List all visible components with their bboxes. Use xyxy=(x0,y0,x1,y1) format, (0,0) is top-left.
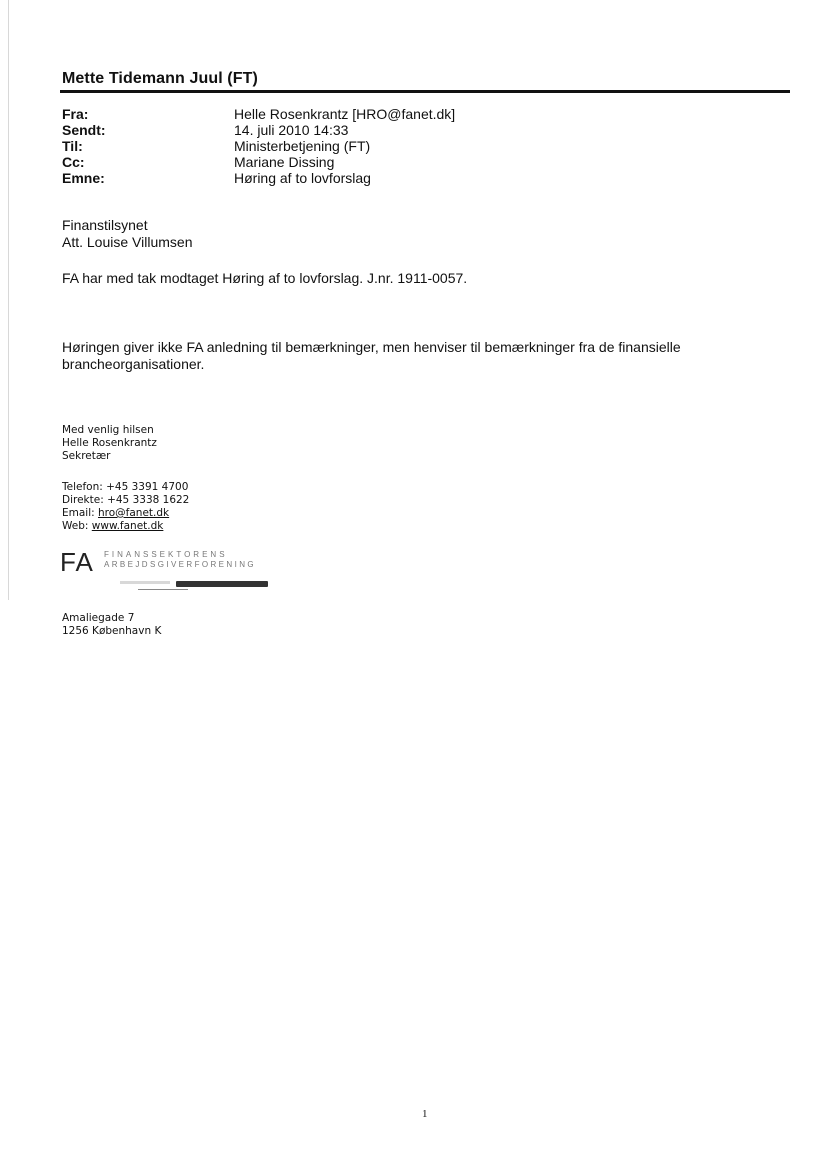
header-label: Cc: xyxy=(62,154,85,170)
header-row-cc xyxy=(62,154,455,170)
title-divider xyxy=(60,90,790,93)
address-block xyxy=(62,612,161,638)
contact-email-row xyxy=(62,507,189,520)
recipient-block xyxy=(62,217,192,251)
logo-underline xyxy=(138,589,188,590)
fa-logo xyxy=(60,548,290,598)
header-value: Helle Rosenkrantz [HRO@fanet.dk] xyxy=(234,106,456,122)
header-row-sent xyxy=(62,122,455,138)
logo-text-line1: FINANSSEKTORENS xyxy=(104,550,228,559)
page-title: Mette Tidemann Juul (FT) xyxy=(62,70,258,87)
email-link[interactable]: hro@fanet.dk xyxy=(98,507,170,519)
logo-faint-stripe xyxy=(120,581,170,584)
header-value: 14. juli 2010 14:33 xyxy=(234,122,349,138)
header-label: Sendt: xyxy=(62,122,106,138)
header-label: Fra: xyxy=(62,106,89,122)
header-value: Ministerbetjening (FT) xyxy=(234,138,371,154)
body-paragraph-2: Høringen giver ikke FA anledning til bemærkninger, men henviser til bemærkninger fra de finansielle brancheorganisationer. xyxy=(62,339,681,372)
contact-direct: Direkte: +45 3338 1622 xyxy=(62,494,190,506)
signature-name: Helle Rosenkrantz xyxy=(62,437,157,449)
header-value: Høring af to lovforslag xyxy=(234,170,371,186)
header-label: Emne: xyxy=(62,170,105,186)
recipient-attention: Att. Louise Villumsen xyxy=(62,234,193,250)
header-value: Mariane Dissing xyxy=(234,154,335,170)
header-label: Til: xyxy=(62,138,83,154)
address-street: Amaliegade 7 xyxy=(62,612,135,624)
address-city: 1256 København K xyxy=(62,625,162,637)
header-row-subject xyxy=(62,170,455,186)
contact-email-label: Email: xyxy=(62,507,99,519)
page-margin-line xyxy=(8,0,9,600)
contact-block xyxy=(62,481,189,533)
recipient-org: Finanstilsynet xyxy=(62,217,148,233)
body-paragraph-1: FA har med tak modtaget Høring af to lovforslag. J.nr. 1911-0057. xyxy=(62,270,468,286)
email-headers xyxy=(62,106,455,186)
logo-text-line2: ARBEJDSGIVERFORENING xyxy=(104,560,257,569)
signature-role: Sekretær xyxy=(62,450,111,462)
contact-web-label: Web: xyxy=(62,520,92,532)
signature-block xyxy=(62,424,157,463)
contact-phone: Telefon: +45 3391 4700 xyxy=(62,481,189,493)
header-row-to xyxy=(62,138,455,154)
logo-bar xyxy=(176,581,268,587)
contact-web-row xyxy=(62,520,189,533)
web-link[interactable]: www.fanet.dk xyxy=(91,520,164,532)
logo-mark: FA xyxy=(60,547,94,577)
page-number: 1 xyxy=(422,1108,428,1120)
signature-greeting: Med venlig hilsen xyxy=(62,424,154,436)
header-row-from xyxy=(62,106,455,122)
